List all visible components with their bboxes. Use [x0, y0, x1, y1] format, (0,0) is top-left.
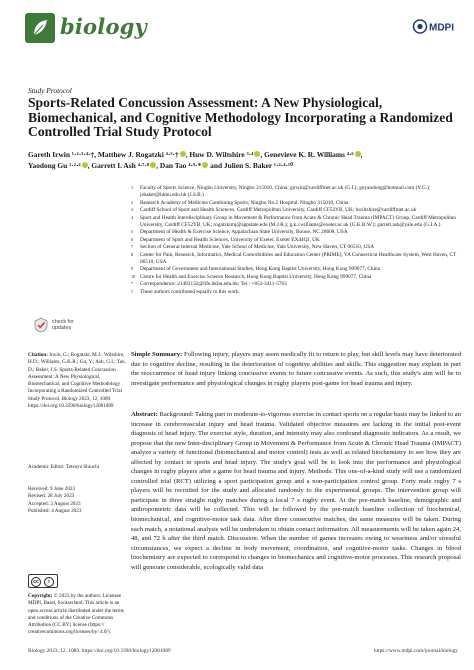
affiliation-item: 1 Faculty of Sports Science, Ningbo University, Ningbo 315010, China; girwin@cardiffmet.ac.uk (G.I.); guyaodong@hotmail.com (Y.G.); jsbaker@hkbu.edu.hk (J.S.B.) [131, 185, 431, 199]
equal-contribution-note: † These authors contributed equally to this work. [131, 288, 240, 295]
abstract: Abstract: Background: Taking part in moderate-to-vigorous exercise in contact sports on a regular basis may be linked to an increase in cerebrovascular injury and head trauma. Validated objective measures are lacking in the initial post-event diagnosis of head injury. The exercise style, duration, and intensity may also confound diagnostic indicators. As a result, we propose that the new Inter-disciplinary Group in Movement & Performance from Acute & Chronic Head Trauma (IMPACT) analyze a variety of functional (biomechanical and motor control) tests as well as related biochemistry to see how they are affected by contact in sports and head injury. The study's goal will be to look into the performance and physiological changes in rugby players after a game for head trauma and injury. Methods: This one-of-a-kind study will use a randomized controlled trial (RCT) utilizing a sport participation group and a non-participation control group. Forty male rugby 7 s players will be recruited for the study and allocated randomly to the experimental groups. The intervention group will participate in three straight rugby matches during a local 7 s rugby event. At the pre-match baseline, demographic and anthropometric data will be collected. This will be followed by the pre-match baseline collection of biochemical, biomechanical, and cognitive-motor task data. After three consecutive matches, the same measures will be taken. During each match, a notational analysis will be undertaken to obtain contact information. All measurements will be taken again 24, 48, and 72 h after the third match. Discussion: When the number of games increases owing to weariness and/or stressful circumstances, we expect a decline in body movement, coordination, and cognitive-motor tasks. Changes in blood biochemistry are expected to correspond to changes in biomechanics and cognitive-motor processes. This research proposal will generate considerable, ecologically valid data [131, 411, 461, 571]
author-names[interactable]: , Dan Tao ⁴·⁹·* [156, 160, 202, 170]
page-footer [28, 648, 458, 654]
author-names[interactable]: , Huw D. Wiltshire ³·⁴ [185, 150, 254, 159]
received-date: Received: 9 June 2023 [28, 486, 76, 492]
affiliation-item: 5 Department of Health & Exercise Science, Appalachian State University, Boone, NC 28608, USA [131, 229, 348, 236]
author-names[interactable]: Yaodong Gu ¹·²·⁴ [28, 160, 81, 170]
affiliation-item: 9 Department of Government and International Studies, Hong Kong Baptist University, Hong Kong 999077, China [131, 266, 381, 273]
author-names[interactable]: , Genevieve K. R. Williams ⁴·⁶ [260, 150, 354, 159]
affiliation-item: 4 Sport and Health Interdisciplinary Group in Movement & Performance from Acute & Chronic Head Trauma (IMPACT) Group, Cardiff Metropolitan University, Cardiff CF52YB, UK; rogatzkimj@appstate.edu (M.J.R.); g.k.r.williams@exeter.ac.uk (G.K.R.W.); garrett.ash@yale.edu (G.I.A.) [131, 214, 456, 229]
footer-citation[interactable]: Biology 2023, 12, 1089. https://doi.org/10.3390/biology12081089 [28, 648, 171, 654]
affiliation-item: 7 Section of General Internal Medicine, Yale School of Medicine, Yale University, New Haven, CT 06510, USA [131, 244, 375, 251]
publication-dates [28, 486, 126, 515]
footer-journal-link[interactable]: https://www.mdpi.com/journal/biology [373, 648, 458, 654]
orcid-icon[interactable] [355, 151, 361, 157]
journal-logo-icon [25, 13, 55, 43]
article-title: Sports-Related Concussion Assessment: A New Physiological, Biomechanical, and Cognitive Methodology Incorporating a Randomized Controlled Trial Study Protocol [28, 95, 453, 140]
author-list: Gareth Irwin ¹·²·³·⁴·†, Matthew J. Rogatzki ⁴·⁵·† , Huw D. Wiltshire ³·⁴ , Genevieve K. R. Williams ⁴·⁶ , Yaodong Gu ¹·²·⁴ , Garrett I. Ash ⁴·⁷·⁸ , Dan Tao ⁴·⁹·* and Julien S. Baker ¹·²·⁴·¹⁰ [28, 150, 363, 170]
accepted-date: Accepted: 2 August 2023 [28, 500, 81, 507]
affiliation-item: 3 Cardiff School of Sport and Health Sciences, Cardiff Metropolitan University, Cardiff CF52YB, UK; hwiltshire@cardiffmet.ac.uk [131, 207, 417, 214]
affiliation-item: 8 Center for Pain, Research, Informatics, Medical Comorbidities and Education Center (PRIME), VA Connecticut Healthcare System, West Haven, CT 06510, USA [131, 251, 457, 266]
check-for-updates-label[interactable]: check for updates [52, 319, 74, 332]
check-for-updates-icon[interactable] [34, 317, 48, 333]
academic-editor: Academic Editor: Tetsuya Shiuchi [28, 464, 100, 470]
correspondence: * Correspondence: 21483132@life.hkbu.edu.hk; Tel.: +852-3411-5703 [131, 281, 287, 288]
citation-block: Citation: Irwin, G.; Rogatzki, M.J.; Wiltshire, H.D.; Williams, G.K.R.; Gu, Y.; Ash, G.I.; Tao, D.; Baker, J.S. Sports-Related Concussion Assessment: A New Physiological, Biomechanical, and Cognitive Methodology Incorporating a Randomized Controlled Trial Study Protocol. Biology 2023, 12, 1089. https://doi.org/10.3390/biology12081089 [28, 352, 126, 410]
cc-license-icon[interactable]: cc i [28, 574, 58, 588]
simple-summary: Simple Summary: Following injury, players may seem medically fit to return to play, but skill levels may have deteriorated due to cognitive decline, resulting in the deterioration of cognitive abilities and skills. This suggestion may explain in part the reoccurrence of head injury linking concussive events to future concussive events. As such, this study's aim will be to investigate performance and physiological changes in rugby players post-game for head trauma and injury. [131, 351, 461, 387]
article-type: Study Protocol [28, 86, 72, 95]
author-names[interactable]: Gareth Irwin ¹·²·³·⁴·†, Matthew J. Rogatzki ⁴·⁵·† [28, 150, 179, 159]
revised-date: Revised: 28 July 2023 [28, 493, 75, 500]
affiliation-item: 10 Centre for Health and Exercise Science Research, Hong Kong Baptist University, Hong Kong 999077, China [131, 273, 372, 280]
published-date: Published: 4 August 2023 [28, 507, 82, 514]
affiliation-item: 2 Research Academy of Medicine Combining Sports, Ningbo No.2 Hospital, Ningbo 315010, China [131, 199, 349, 206]
copyright-block: Copyright: © 2023 by the authors. Licensee MDPI, Basel, Switzerland. This article is an open access article distributed under the terms and conditions of the Creative Commons Attribution (CC BY) license (https:// creativecommons.org/licenses/by/ 4.0/). [28, 593, 124, 636]
author-names[interactable]: and Julien S. Baker ¹·²·⁴·¹⁰ [208, 160, 294, 170]
affiliations [131, 185, 461, 296]
journal-name: biology [60, 14, 147, 39]
author-names[interactable]: , Garrett I. Ash ⁴·⁷·⁸ [87, 160, 150, 170]
affiliation-item: 6 Department of Sport and Health Sciences, University of Exeter, Exeter EX44QJ, UK [131, 236, 320, 243]
publisher-name: MDPI [429, 22, 454, 34]
mdpi-logo-icon [412, 17, 456, 36]
